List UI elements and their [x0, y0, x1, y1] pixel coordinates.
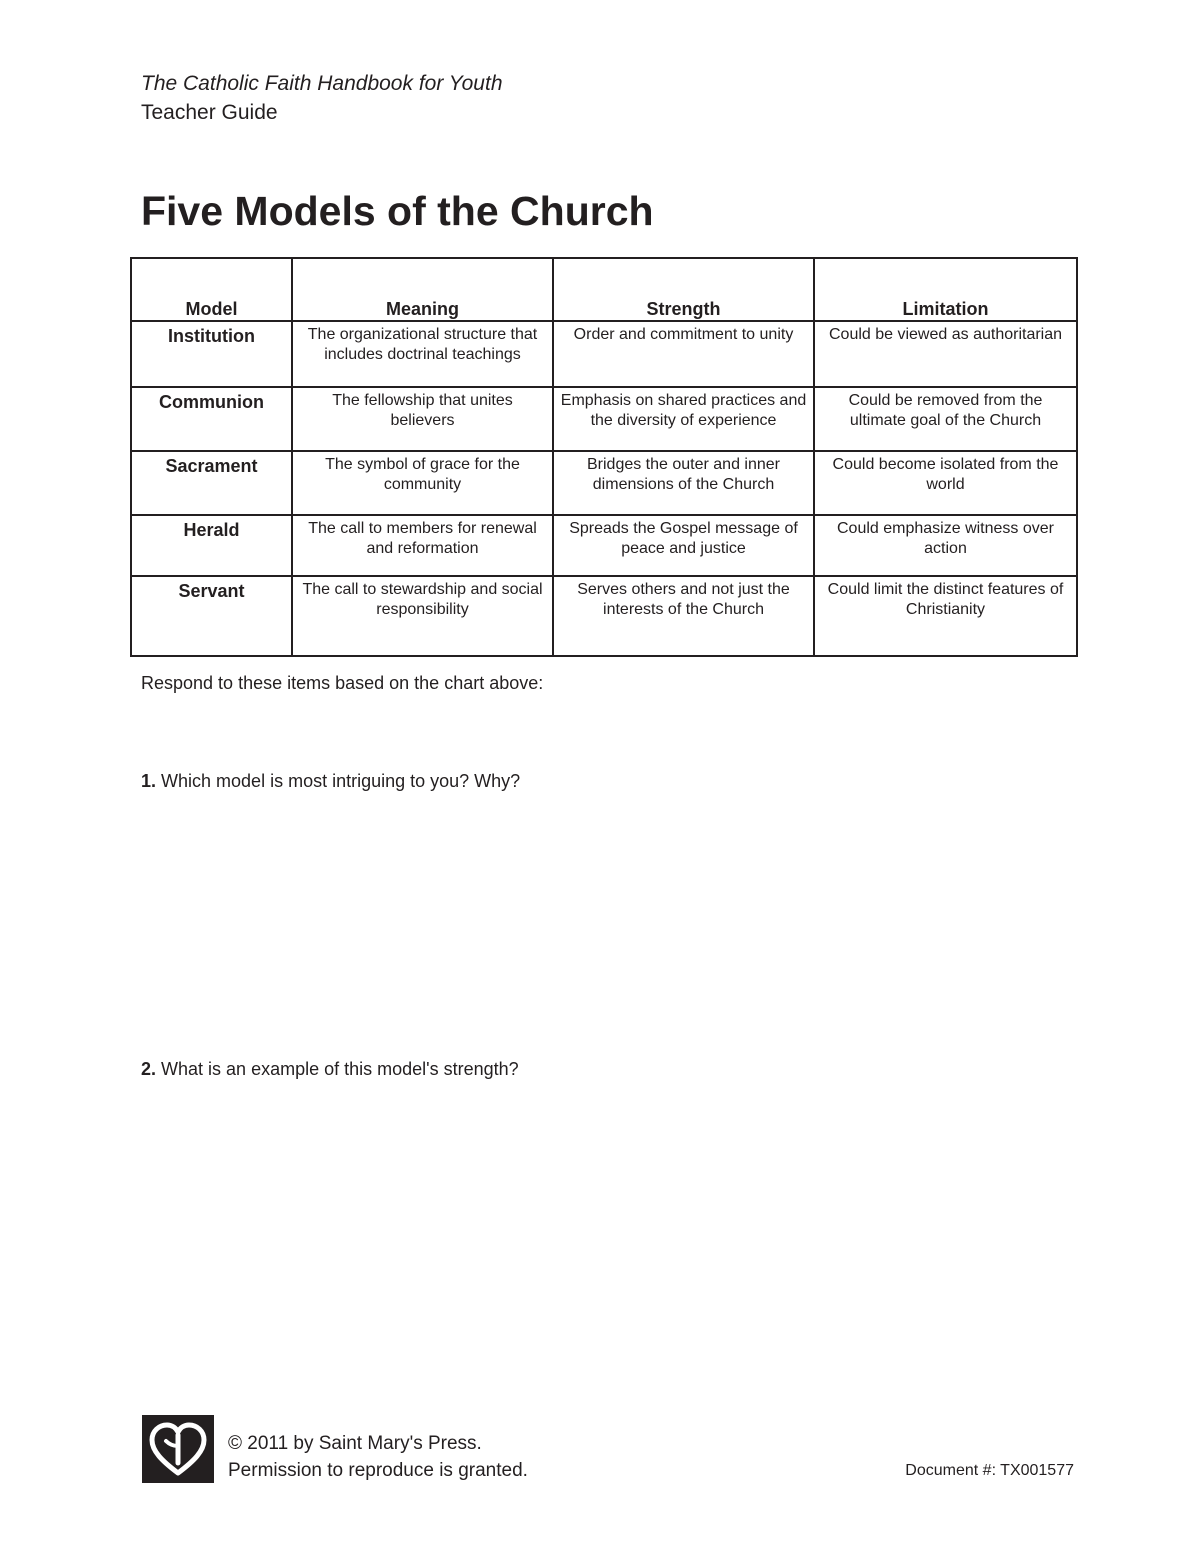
meaning-cell: The organizational structure that includes doctrinal teachings: [292, 321, 553, 387]
model-name-cell: Communion: [131, 387, 292, 451]
table-row: [131, 451, 1077, 515]
meaning-cell: The symbol of grace for the community: [292, 451, 553, 515]
strength-cell: Spreads the Gospel message of peace and justice: [553, 515, 814, 576]
table-row: [131, 576, 1077, 656]
permission-line: Permission to reproduce is granted.: [228, 1460, 528, 1481]
limitation-cell: Could limit the distinct features of Christianity: [814, 576, 1077, 656]
table-row: [131, 387, 1077, 451]
model-name-cell: Institution: [131, 321, 292, 387]
instructions-text: Respond to these items based on the chart above:: [141, 673, 544, 693]
column-header-strength: Strength: [553, 258, 814, 321]
table-header-row: [131, 258, 1077, 321]
book-title: The Catholic Faith Handbook for Youth: [141, 72, 503, 95]
limitation-cell: Could become isolated from the world: [814, 451, 1077, 515]
saint-marys-press-logo-icon: [142, 1415, 214, 1483]
meaning-cell: The call to stewardship and social responsibility: [292, 576, 553, 656]
model-name-cell: Servant: [131, 576, 292, 656]
copyright-block: [228, 1430, 528, 1484]
strength-cell: Serves others and not just the interests of the Church: [553, 576, 814, 656]
table-row: [131, 321, 1077, 387]
question-text: What is an example of this model's strength?: [161, 1059, 519, 1079]
limitation-cell: Could be removed from the ultimate goal of the Church: [814, 387, 1077, 451]
page-title: Five Models of the Church: [141, 188, 654, 234]
model-name-cell: Herald: [131, 515, 292, 576]
question-text: Which model is most intriguing to you? Why?: [161, 771, 521, 791]
copyright-line: © 2011 by Saint Mary's Press.: [228, 1433, 482, 1454]
model-name-cell: Sacrament: [131, 451, 292, 515]
limitation-cell: Could be viewed as authoritarian: [814, 321, 1077, 387]
meaning-cell: The fellowship that unites believers: [292, 387, 553, 451]
table-row: [131, 515, 1077, 576]
column-header-limitation: Limitation: [814, 258, 1077, 321]
question-number: 2.: [141, 1059, 157, 1079]
models-table: [130, 257, 1078, 657]
strength-cell: Emphasis on shared practices and the diversity of experience: [553, 387, 814, 451]
question-1: [141, 770, 520, 792]
strength-cell: Bridges the outer and inner dimensions of the Church: [553, 451, 814, 515]
document-number: Document #: TX001577: [905, 1462, 1074, 1479]
column-header-meaning: Meaning: [292, 258, 553, 321]
question-2: [141, 1058, 519, 1080]
limitation-cell: Could emphasize witness over action: [814, 515, 1077, 576]
column-header-model: Model: [131, 258, 292, 321]
strength-cell: Order and commitment to unity: [553, 321, 814, 387]
meaning-cell: The call to members for renewal and reformation: [292, 515, 553, 576]
question-number: 1.: [141, 771, 157, 791]
guide-label: Teacher Guide: [141, 101, 278, 124]
